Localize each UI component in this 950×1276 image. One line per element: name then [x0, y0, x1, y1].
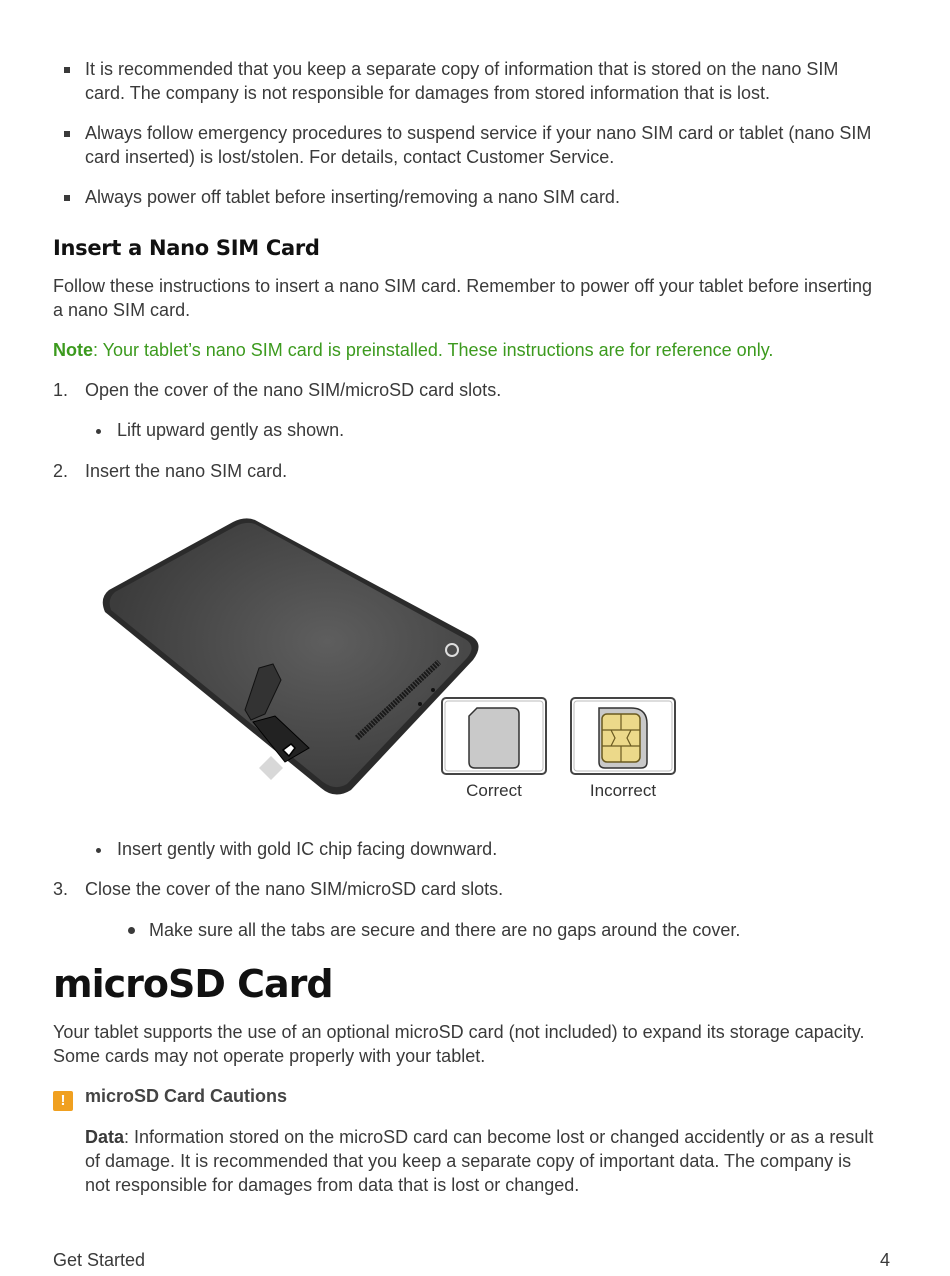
step-1-sub: Lift upward gently as shown.	[117, 418, 344, 442]
correct-card-illustration	[442, 698, 546, 800]
caution-bullet-list	[53, 57, 883, 225]
list-item: Always power off tablet before inserting/removing a nano SIM card.	[53, 185, 883, 209]
page-number: 4	[879, 1250, 890, 1270]
circle-bullet-icon	[128, 927, 135, 934]
note-label: Note	[53, 340, 93, 360]
note-paragraph	[53, 338, 883, 362]
dot-bullet-icon	[96, 429, 101, 434]
data-label: Data	[85, 1127, 125, 1147]
list-item: It is recommended that you keep a separate copy of information that is stored on the nano SIM card. The company is not responsible for damages from stored information that is lost.	[53, 57, 883, 105]
step-2-sub: Insert gently with gold IC chip facing downward.	[117, 837, 497, 861]
note-text: : Your tablet’s nano SIM card is preinstalled. These instructions are for reference only.	[93, 340, 774, 360]
caution-heading: ! microSD Card Cautions	[53, 1084, 287, 1111]
square-bullet-icon	[64, 67, 70, 73]
section-heading: Insert a Nano SIM Card	[53, 236, 320, 260]
square-bullet-icon	[64, 131, 70, 137]
incorrect-card-illustration	[571, 698, 675, 800]
step-3: 3. Close the cover of the nano SIM/microSD card slots.	[53, 879, 504, 899]
dot-bullet-icon	[96, 848, 101, 853]
gold-chip-icon	[602, 714, 640, 762]
data-caution-paragraph: Data: Information stored on the microSD card can become lost or changed accidently or as a result of damage. It is recommended that you keep a separate copy of important data. The company is not responsible for damages from data that is lost or changed.	[85, 1127, 874, 1195]
warning-icon: !	[53, 1091, 73, 1111]
sim-insertion-figure	[95, 510, 695, 810]
square-bullet-icon	[64, 195, 70, 201]
list-item: Always follow emergency procedures to suspend service if your nano SIM card or tablet (nano SIM card inserted) is lost/stolen. For details, contact Customer Service.	[53, 121, 883, 169]
footer-section-name: Get Started	[53, 1250, 146, 1270]
chapter-heading: microSD Card	[53, 962, 333, 1006]
step-1: 1. Open the cover of the nano SIM/microSD card slots.	[53, 380, 502, 400]
step-3-sub: Make sure all the tabs are secure and there are no gaps around the cover.	[149, 918, 740, 942]
step-2: 2. Insert the nano SIM card.	[53, 461, 288, 481]
microsd-intro: Your tablet supports the use of an optional microSD card (not included) to expand its storage capacity. Some cards may not operate properly with your tablet.	[53, 1022, 865, 1066]
correct-label: Correct	[466, 781, 522, 800]
incorrect-label: Incorrect	[589, 781, 657, 800]
intro-paragraph: Follow these instructions to insert a nano SIM card. Remember to power off your tablet before inserting a nano SIM card.	[53, 276, 873, 320]
